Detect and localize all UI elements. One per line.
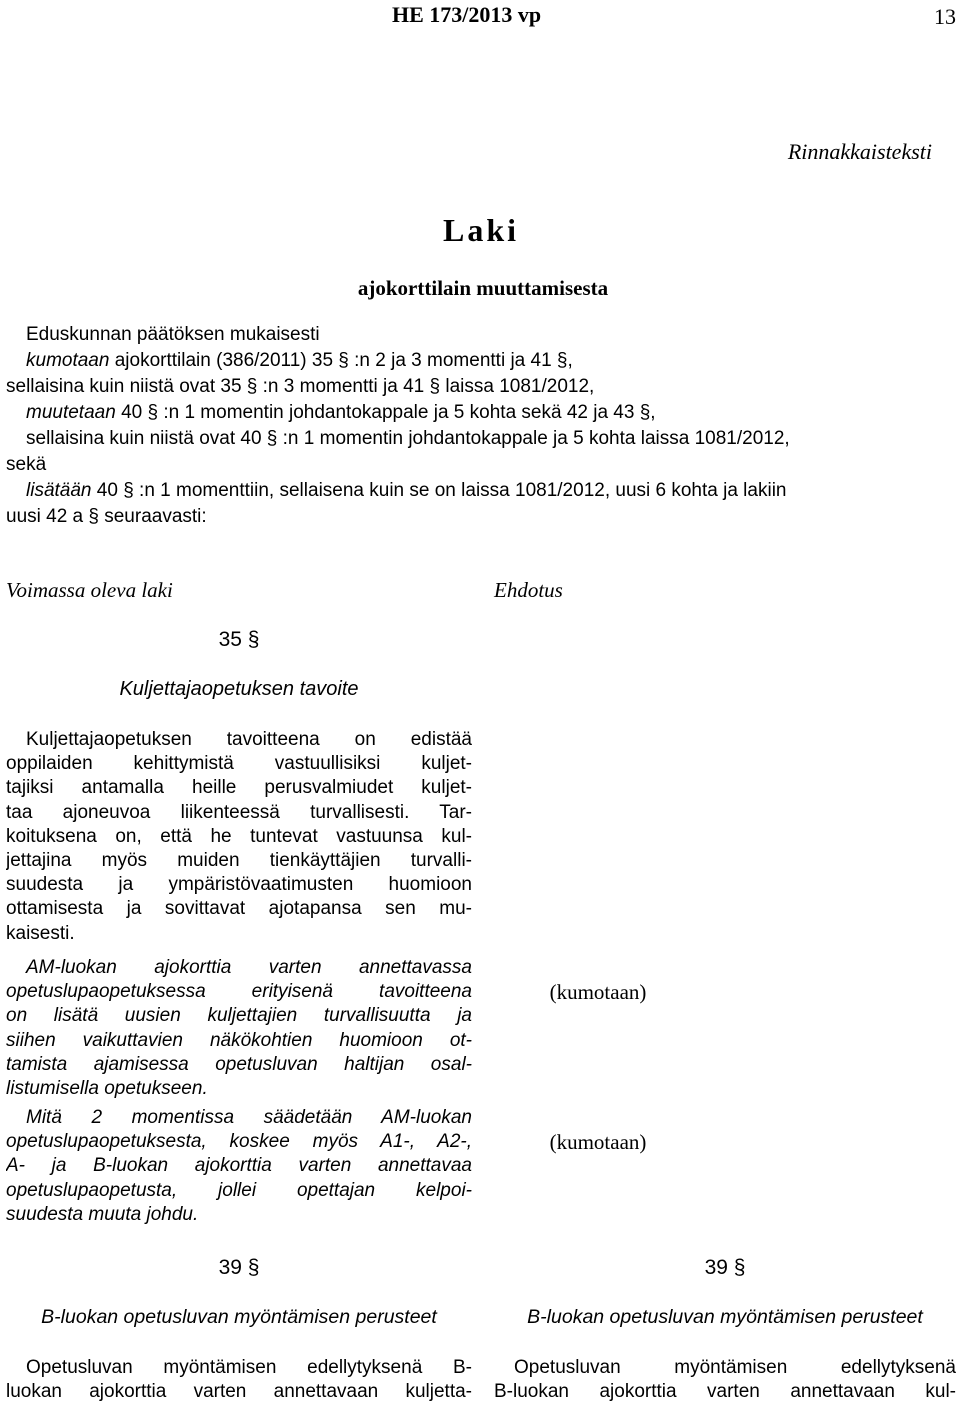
section-39-paragraph-left xyxy=(6,1356,472,1404)
text-line: suudesta ja ympäristövaatimusten huomioon xyxy=(6,874,472,896)
law-subtitle: ajokorttilain muuttamisesta xyxy=(357,276,609,300)
law-title-text: Laki xyxy=(442,212,520,248)
section-39-number-right: 39 § xyxy=(704,1256,746,1279)
preamble-line: sellaisina kuin niistä ovat 35 § :n 3 momentti ja 41 § laissa 1081/2012, xyxy=(6,376,595,397)
text-line: luokan ajokorttia varten annettavaan kuljetta- xyxy=(6,1381,472,1403)
text-line: Mitä 2 momentissa säädetään AM-luokan xyxy=(26,1107,472,1128)
text-line: siihen vaikuttavien näkökohtien huomioon ot- xyxy=(6,1029,472,1051)
text-line: koituksena on, että he tuntevat vastuunsa kul- xyxy=(6,825,472,847)
text-line: kaisesti. xyxy=(6,922,75,944)
text-line: A- ja B-luokan ajokorttia varten annettavaa xyxy=(6,1155,472,1177)
preamble-verb: kumotaan xyxy=(26,350,110,371)
text-line: opetuslupaopetuksessa erityisenä tavoitteena xyxy=(6,981,472,1003)
preamble xyxy=(6,322,958,530)
preamble-text: 40 § :n 1 momenttiin, sellaisena kuin se on laissa 1081/2012, uusi 6 kohta ja lakiin xyxy=(91,480,787,501)
preamble-text: 40 § :n 1 momentin johdantokappale ja 5 kohta sekä 42 ja 43 §, xyxy=(115,402,656,423)
text-line: Opetusluvan myöntämisen edellytyksenä B- xyxy=(26,1357,472,1378)
parallel-text-label: Rinnakkaisteksti xyxy=(787,139,932,164)
section-39-title-right: B-luokan opetusluvan myöntämisen perusteet xyxy=(527,1306,923,1328)
text-line: tamista ajamisessa opetusluvan haltijan osal- xyxy=(6,1053,472,1075)
section-39-number-left: 39 § xyxy=(218,1256,260,1279)
preamble-verb: muutetaan xyxy=(26,402,116,423)
text-line: listumisella opetukseen. xyxy=(6,1077,208,1099)
section-39-paragraph-right xyxy=(494,1356,956,1404)
law-title xyxy=(0,212,960,249)
column-heading-current-law: Voimassa oleva laki xyxy=(6,578,173,602)
text-line: oppilaiden kehittymistä vastuullisiksi kuljet- xyxy=(6,753,472,775)
text-line: B-luokan ajokorttia varten annettavaan kul- xyxy=(494,1381,956,1403)
section-35-paragraph-2 xyxy=(6,956,472,1101)
section-35-title: Kuljettajaopetuksen tavoite xyxy=(119,678,359,700)
preamble-line: sekä xyxy=(6,454,47,475)
repealed-marker: (kumotaan) xyxy=(549,1130,647,1154)
column-heading-proposal: Ehdotus xyxy=(494,578,563,602)
preamble-line xyxy=(6,400,958,426)
section-39-title-left: B-luokan opetusluvan myöntämisen perusteet xyxy=(41,1306,437,1328)
text-line: opetuslupaopetuksesta, koskee myös A1-, A2-, xyxy=(6,1131,472,1153)
repealed-marker: (kumotaan) xyxy=(549,980,647,1004)
text-line: on lisätä uusien kuljettajien turvallisuutta ja xyxy=(6,1005,472,1027)
preamble-line xyxy=(6,478,958,504)
page-number: 13 xyxy=(934,4,956,29)
text-line: Opetusluvan myöntämisen edellytyksenä xyxy=(514,1357,956,1378)
preamble-verb: lisätään xyxy=(26,480,92,501)
text-line: opetuslupaopetusta, jollei opettajan kelpoi- xyxy=(6,1179,472,1201)
text-line: Kuljettajaopetuksen tavoitteena on edistää xyxy=(26,729,472,750)
document-id: HE 173/2013 vp xyxy=(392,2,542,27)
section-35-paragraph-3 xyxy=(6,1106,472,1227)
text-line: taa ajoneuvoa liikenteessä turvallisesti. Tar- xyxy=(6,801,472,823)
text-line: AM-luokan ajokorttia varten annettavassa xyxy=(26,957,472,978)
preamble-line: Eduskunnan päätöksen mukaisesti xyxy=(26,324,320,345)
preamble-line: sellaisina kuin niistä ovat 40 § :n 1 momentin johdantokappale ja 5 kohta laissa 1081/2012, xyxy=(26,428,790,449)
text-line: jettajina myös muiden tienkäyttäjien turvalli- xyxy=(6,849,472,871)
text-line: tajiksi antamalla heille perusvalmiudet kuljet- xyxy=(6,777,472,799)
section-35-number: 35 § xyxy=(218,628,260,651)
preamble-line: uusi 42 a § seuraavasti: xyxy=(6,506,207,527)
preamble-text: ajokorttilain (386/2011) 35 § :n 2 ja 3 momentti ja 41 §, xyxy=(109,350,573,371)
text-line: suudesta muuta johdu. xyxy=(6,1203,199,1225)
text-line: ottamisesta ja sovittavat ajotapansa sen mu- xyxy=(6,898,472,920)
preamble-line xyxy=(6,348,958,374)
section-35-paragraph-1 xyxy=(6,728,472,946)
